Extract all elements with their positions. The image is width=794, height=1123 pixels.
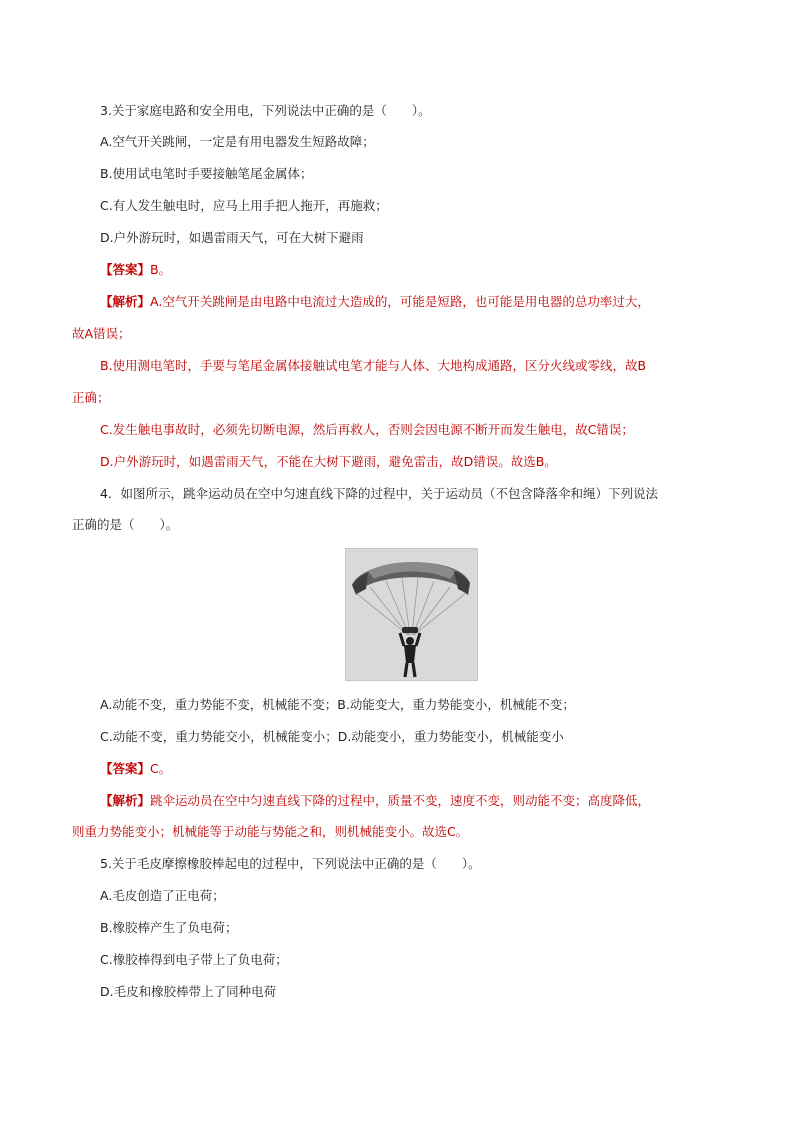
analysis-text: A.空气开关跳闸是由电路中电流过大造成的，可能是短路，也可能是用电器的总功率过大，	[150, 294, 650, 309]
q3-option-c: C.有人发生触电时，应马上用手把人拖开，再施救；	[100, 198, 388, 213]
q5-stem: 5.关于毛皮摩擦橡胶棒起电的过程中，下列说法中正确的是（ ）。	[100, 856, 481, 871]
q4-analysis-line-1	[100, 793, 650, 809]
q3-option-d: D.户外游玩时，如遇雷雨天气，可在大树下避雨	[100, 230, 364, 245]
q4-analysis-line-2: 则重力势能变小；机械能等于动能与势能之和，则机械能变小。故选C。	[72, 824, 469, 839]
q4-options-ab: A.动能不变，重力势能不变，机械能不变；B.动能变大，重力势能变小，机械能不变；	[100, 697, 575, 712]
q3-stem: 3.关于家庭电路和安全用电，下列说法中正确的是（ ）。	[100, 103, 431, 118]
q3-option-b: B.使用试电笔时手要接触笔尾金属体；	[100, 166, 313, 181]
q3-analysis-line-6: D.户外游玩时，如遇雷雨天气，不能在大树下避雨，避免雷击，故D错误。故选B。	[100, 454, 557, 469]
analysis-tag: 【解析】	[100, 294, 151, 309]
q5-option-a: A.毛皮创造了正电荷；	[100, 888, 225, 903]
answer-value: C。	[150, 761, 172, 776]
q4-stem-line-2: 正确的是（ ）。	[72, 517, 179, 532]
q4-stem-line-1: 4．如图所示，跳伞运动员在空中匀速直线下降的过程中，关于运动员（不包含降落伞和绳）下列说法	[100, 486, 658, 501]
parachutist-photo	[345, 548, 478, 681]
analysis-text: 跳伞运动员在空中匀速直线下降的过程中，质量不变，速度不变，则动能不变；高度降低，	[150, 793, 651, 808]
q3-answer	[100, 262, 171, 278]
parachute-illustration	[346, 549, 477, 680]
q5-option-b: B.橡胶棒产生了负电荷；	[100, 920, 238, 935]
answer-tag: 【答案】	[100, 761, 151, 776]
answer-tag: 【答案】	[100, 262, 151, 277]
q3-option-a: A.空气开关跳闸，一定是有用电器发生短路故障；	[100, 134, 375, 149]
answer-value: B。	[150, 262, 172, 277]
q3-analysis-line-1	[100, 294, 650, 310]
q5-option-c: C.橡胶棒得到电子带上了负电荷；	[100, 952, 288, 967]
analysis-tag: 【解析】	[100, 793, 151, 808]
q3-analysis-line-4: 正确；	[72, 390, 110, 405]
q4-options-cd: C.动能不变，重力势能交小，机械能变小；D.动能变小，重力势能变小，机械能变小	[100, 729, 564, 744]
q3-analysis-line-5: C.发生触电事故时，必须先切断电源，然后再救人，否则会因电源不断开而发生触电，故C错误；	[100, 422, 634, 437]
q4-answer	[100, 761, 171, 777]
q3-analysis-line-3: B.使用测电笔时，手要与笔尾金属体接触试电笔才能与人体、大地构成通路，区分火线或零线，故B	[100, 358, 647, 373]
q5-option-d: D.毛皮和橡胶棒带上了同种电荷	[100, 984, 277, 999]
q3-analysis-line-2: 故A错误；	[72, 326, 131, 341]
